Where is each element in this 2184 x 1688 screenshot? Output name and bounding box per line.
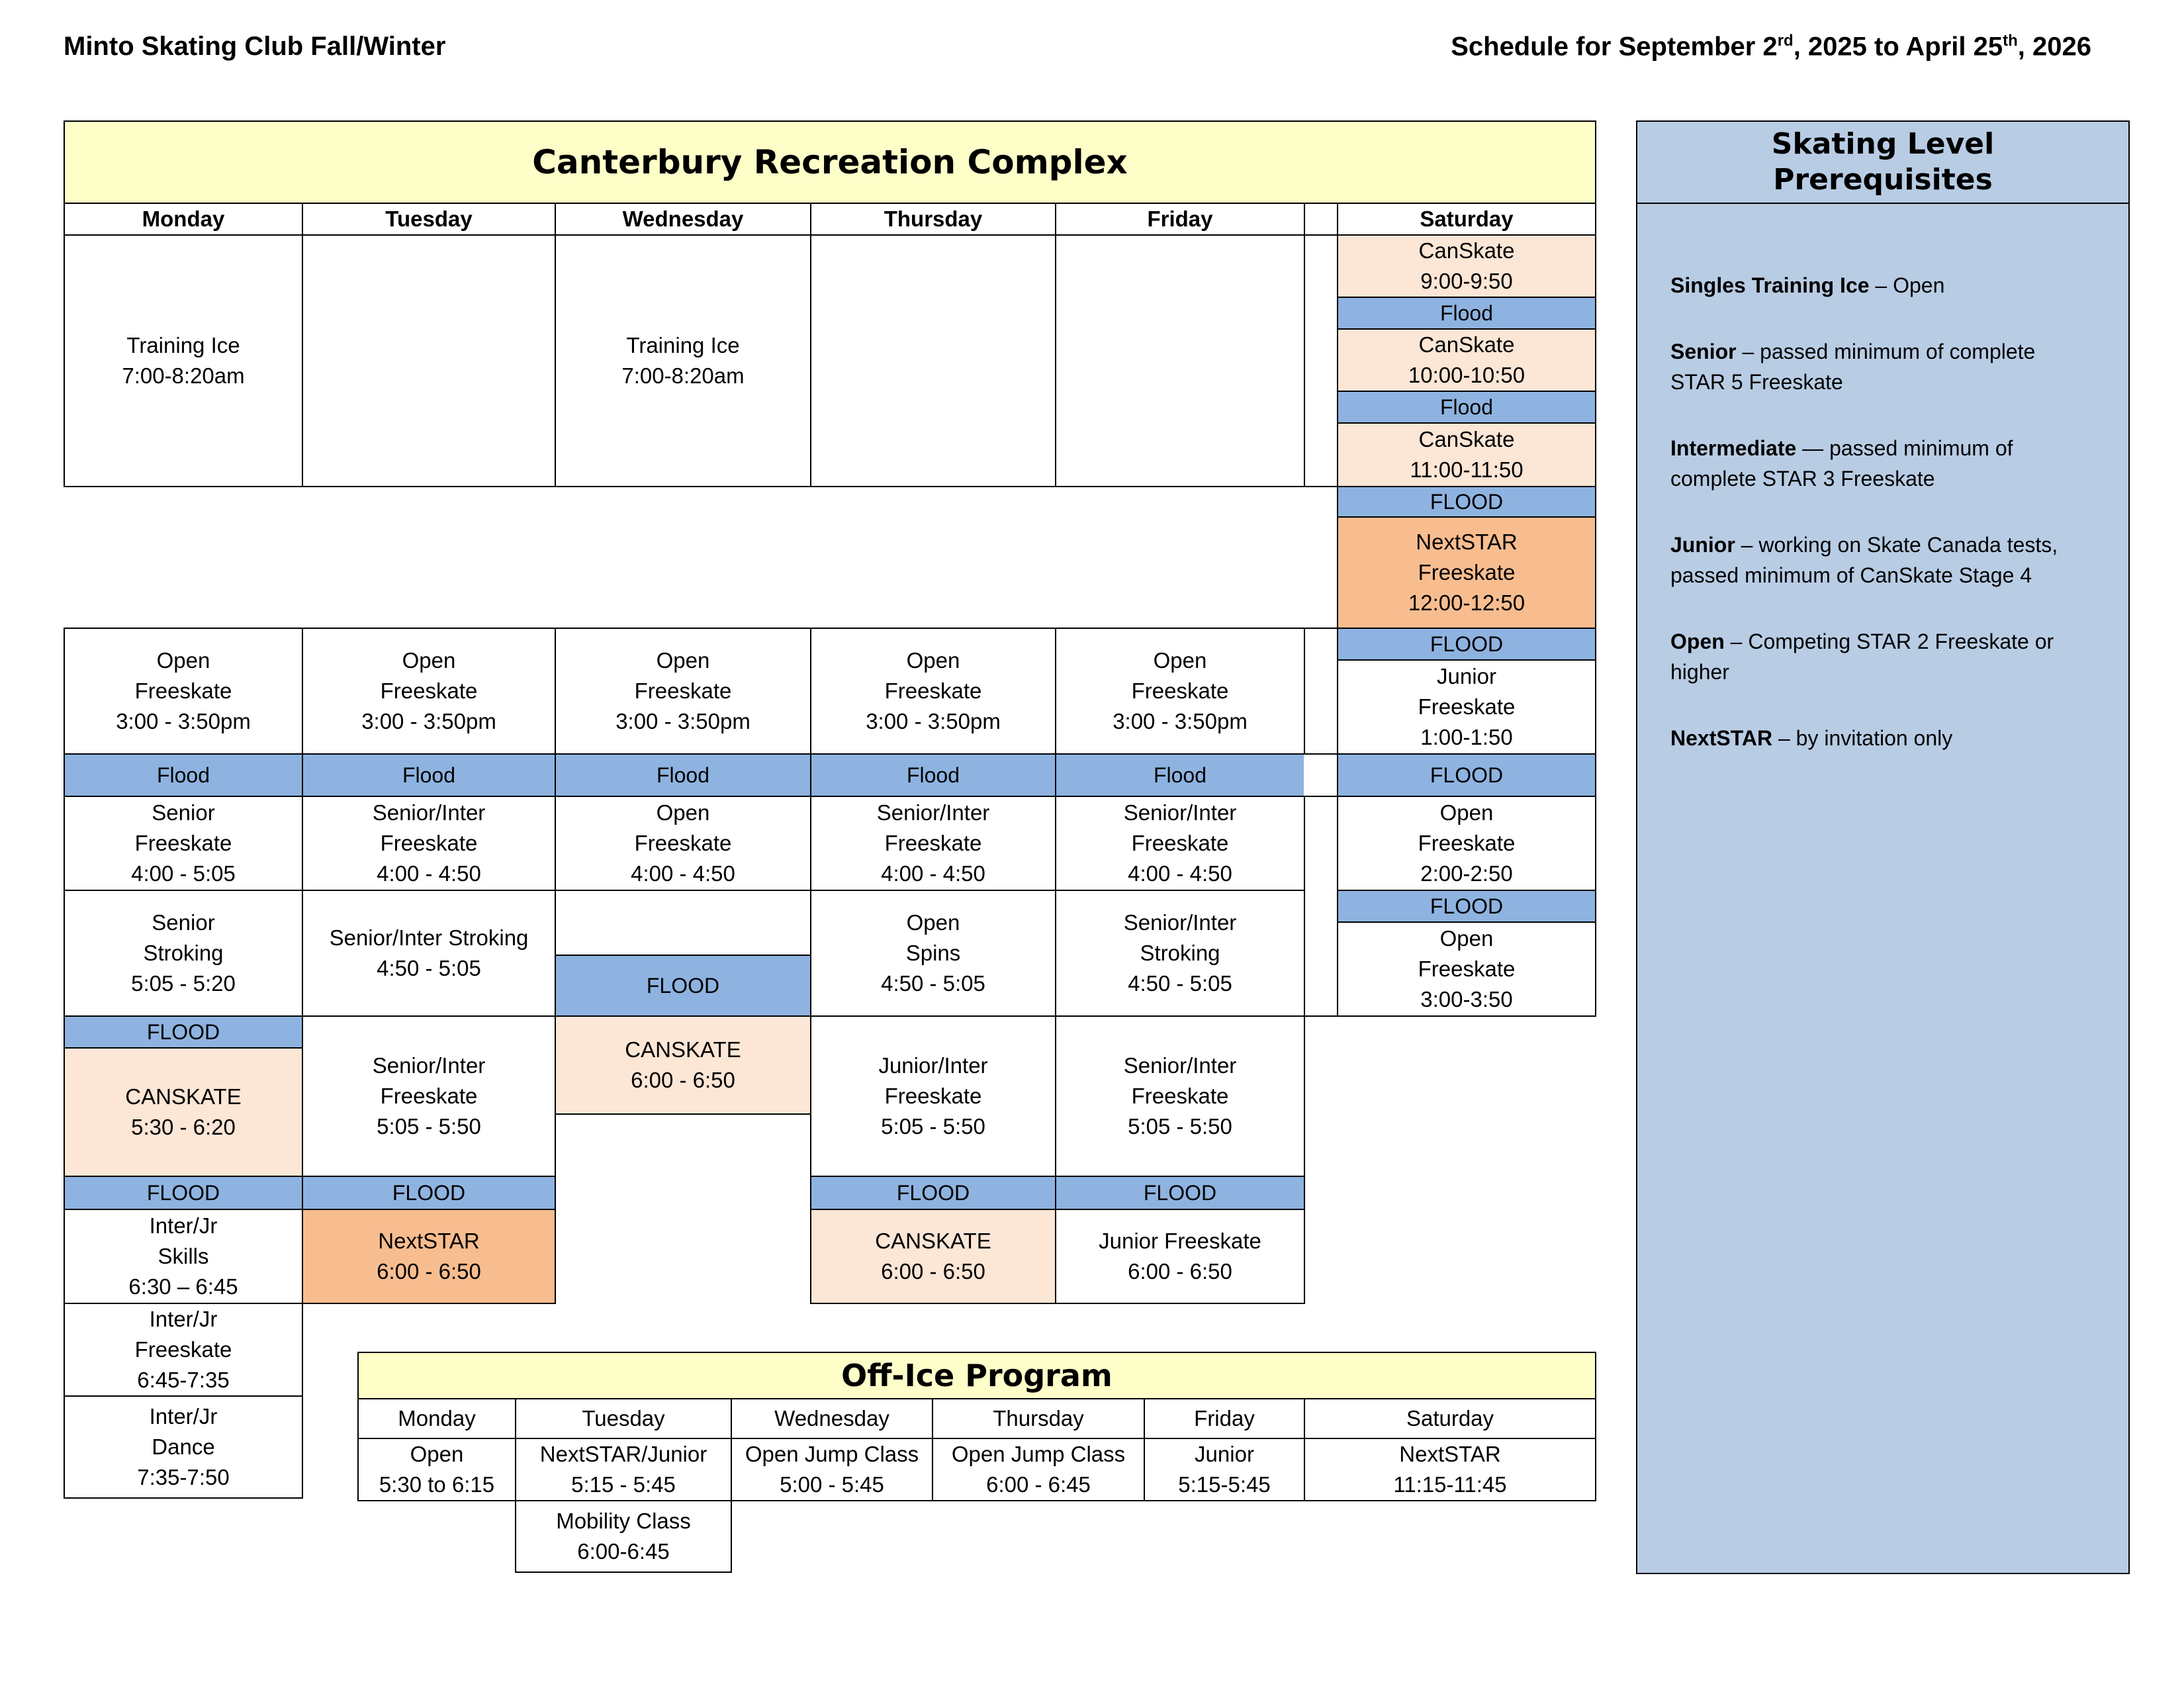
prereq-item-nextstar: NextSTAR – by invitation only (1670, 726, 1953, 750)
spacer-afternoon (1304, 796, 1338, 1017)
thursday-open-freeskate: Open Freeskate 3:00 - 3:50pm (810, 628, 1056, 755)
monday-flood-2: FLOOD (64, 1015, 303, 1049)
tuesday-morning-empty (302, 234, 556, 487)
monday-training-ice: Training Ice 7:00-8:20am (64, 234, 303, 487)
saturday-flood-5: FLOOD (1337, 753, 1596, 797)
tuesday-flood-2: FLOOD (302, 1176, 556, 1210)
prereq-item-open: Open – Competing STAR 2 Freeskate or higher (1670, 630, 2054, 684)
wednesday-training-ice: Training Ice 7:00-8:20am (555, 234, 811, 487)
saturday-nextstar: NextSTAR Freeskate 12:00-12:50 (1337, 516, 1596, 629)
office-day-thursday: Thursday (932, 1398, 1145, 1439)
wednesday-flood-2: FLOOD (555, 955, 811, 1017)
wednesday-flood-1: Flood (555, 753, 811, 797)
schedule-dates: Schedule for September 2rd, 2025 to April 25th, 2026 (1451, 32, 2091, 62)
monday-interjr-dance: Inter/Jr Dance 7:35-7:50 (64, 1395, 303, 1499)
tuesday-senior-inter-stroking: Senior/Inter Stroking 4:50 - 5:05 (302, 890, 556, 1017)
office-friday-junior: Junior 5:15-5:45 (1144, 1438, 1305, 1501)
day-header-wednesday: Wednesday (555, 203, 811, 236)
saturday-flood-6: FLOOD (1337, 890, 1596, 923)
monday-open-freeskate: Open Freeskate 3:00 - 3:50pm (64, 628, 303, 755)
tuesday-nextstar: NextSTAR 6:00 - 6:50 (302, 1209, 556, 1304)
thursday-senior-inter-freeskate: Senior/Inter Freeskate 4:00 - 4:50 (810, 796, 1056, 891)
saturday-flood-3: FLOOD (1337, 486, 1596, 518)
office-day-monday: Monday (357, 1398, 516, 1439)
office-title: Off-Ice Program (357, 1352, 1596, 1399)
spacer-header (1304, 203, 1338, 236)
tuesday-senior-inter-freeskate-2: Senior/Inter Freeskate 5:05 - 5:50 (302, 1015, 556, 1177)
tuesday-senior-inter-freeskate-1: Senior/Inter Freeskate 4:00 - 4:50 (302, 796, 556, 891)
friday-junior-freeskate: Junior Freeskate 6:00 - 6:50 (1055, 1209, 1305, 1304)
wednesday-open-freeskate-2: Open Freeskate 4:00 - 4:50 (555, 796, 811, 891)
spacer-morning (1304, 234, 1338, 487)
monday-canskate: CANSKATE 5:30 - 6:20 (64, 1047, 303, 1177)
thursday-flood-1: Flood (810, 753, 1056, 797)
prereq-title: Skating Level Prerequisites (1636, 120, 2130, 204)
day-header-tuesday: Tuesday (302, 203, 556, 236)
wednesday-canskate: CANSKATE 6:00 - 6:50 (555, 1015, 811, 1115)
office-day-friday: Friday (1144, 1398, 1305, 1439)
office-monday-open: Open 5:30 to 6:15 (357, 1438, 516, 1501)
wednesday-gap (555, 890, 811, 956)
day-header-saturday: Saturday (1337, 203, 1596, 236)
thursday-junior-inter-freeskate: Junior/Inter Freeskate 5:05 - 5:50 (810, 1015, 1056, 1177)
complex-title: Canterbury Recreation Complex (64, 120, 1596, 204)
saturday-flood-1: Flood (1337, 297, 1596, 330)
monday-flood-3: FLOOD (64, 1176, 303, 1210)
monday-senior-stroking: Senior Stroking 5:05 - 5:20 (64, 890, 303, 1017)
tuesday-open-freeskate: Open Freeskate 3:00 - 3:50pm (302, 628, 556, 755)
saturday-junior-freeskate: Junior Freeskate 1:00-1:50 (1337, 659, 1596, 755)
monday-interjr-skills: Inter/Jr Skills 6:30 – 6:45 (64, 1209, 303, 1304)
monday-flood-1: Flood (64, 753, 303, 797)
friday-flood-2: FLOOD (1055, 1176, 1305, 1210)
tuesday-flood-1: Flood (302, 753, 556, 797)
day-header-monday: Monday (64, 203, 303, 236)
office-tuesday-nextstar-junior: NextSTAR/Junior 5:15 - 5:45 (515, 1438, 732, 1501)
friday-senior-inter-freeskate-1: Senior/Inter Freeskate 4:00 - 4:50 (1055, 796, 1305, 891)
thursday-canskate: CANSKATE 6:00 - 6:50 (810, 1209, 1056, 1304)
prereq-item-training: Singles Training Ice – Open (1670, 273, 1945, 297)
office-day-saturday: Saturday (1304, 1398, 1596, 1439)
office-day-tuesday: Tuesday (515, 1398, 732, 1439)
office-saturday-nextstar: NextSTAR 11:15-11:45 (1304, 1438, 1596, 1501)
day-header-thursday: Thursday (810, 203, 1056, 236)
monday-senior-freeskate: Senior Freeskate 4:00 - 5:05 (64, 796, 303, 891)
friday-open-freeskate: Open Freeskate 3:00 - 3:50pm (1055, 628, 1305, 755)
office-wednesday-open-jump: Open Jump Class 5:00 - 5:45 (731, 1438, 933, 1501)
thursday-morning-empty (810, 234, 1056, 487)
wednesday-open-freeskate: Open Freeskate 3:00 - 3:50pm (555, 628, 811, 755)
saturday-canskate-2: CanSkate 10:00-10:50 (1337, 328, 1596, 392)
saturday-canskate-1: CanSkate 9:00-9:50 (1337, 234, 1596, 298)
prereq-item-junior: Junior – working on Skate Canada tests, passed minimum of CanSkate Stage 4 (1670, 533, 2058, 587)
friday-senior-inter-stroking: Senior/Inter Stroking 4:50 - 5:05 (1055, 890, 1305, 1017)
saturday-open-freeskate-2: Open Freeskate 3:00-3:50 (1337, 921, 1596, 1017)
monday-interjr-freeskate: Inter/Jr Freeskate 6:45-7:35 (64, 1303, 303, 1397)
friday-flood-1: Flood (1055, 753, 1304, 797)
saturday-open-freeskate-1: Open Freeskate 2:00-2:50 (1337, 796, 1596, 891)
day-header-friday: Friday (1055, 203, 1305, 236)
club-title: Minto Skating Club Fall/Winter (64, 32, 446, 61)
office-tuesday-mobility: Mobility Class 6:00-6:45 (515, 1500, 732, 1573)
friday-morning-empty (1055, 234, 1305, 487)
spacer-open (1304, 628, 1338, 755)
prereq-item-intermediate: Intermediate — passed minimum of complete STAR 3 Freeskate (1670, 436, 2013, 491)
prereq-item-senior: Senior – passed minimum of complete STAR 5 Freeskate (1670, 340, 2036, 394)
thursday-flood-2: FLOOD (810, 1176, 1056, 1210)
thursday-open-spins: Open Spins 4:50 - 5:05 (810, 890, 1056, 1017)
saturday-flood-2: Flood (1337, 391, 1596, 424)
office-day-wednesday: Wednesday (731, 1398, 933, 1439)
saturday-flood-4: FLOOD (1337, 628, 1596, 661)
office-thursday-open-jump: Open Jump Class 6:00 - 6:45 (932, 1438, 1145, 1501)
friday-senior-inter-freeskate-2: Senior/Inter Freeskate 5:05 - 5:50 (1055, 1015, 1305, 1177)
saturday-canskate-3: CanSkate 11:00-11:50 (1337, 422, 1596, 487)
